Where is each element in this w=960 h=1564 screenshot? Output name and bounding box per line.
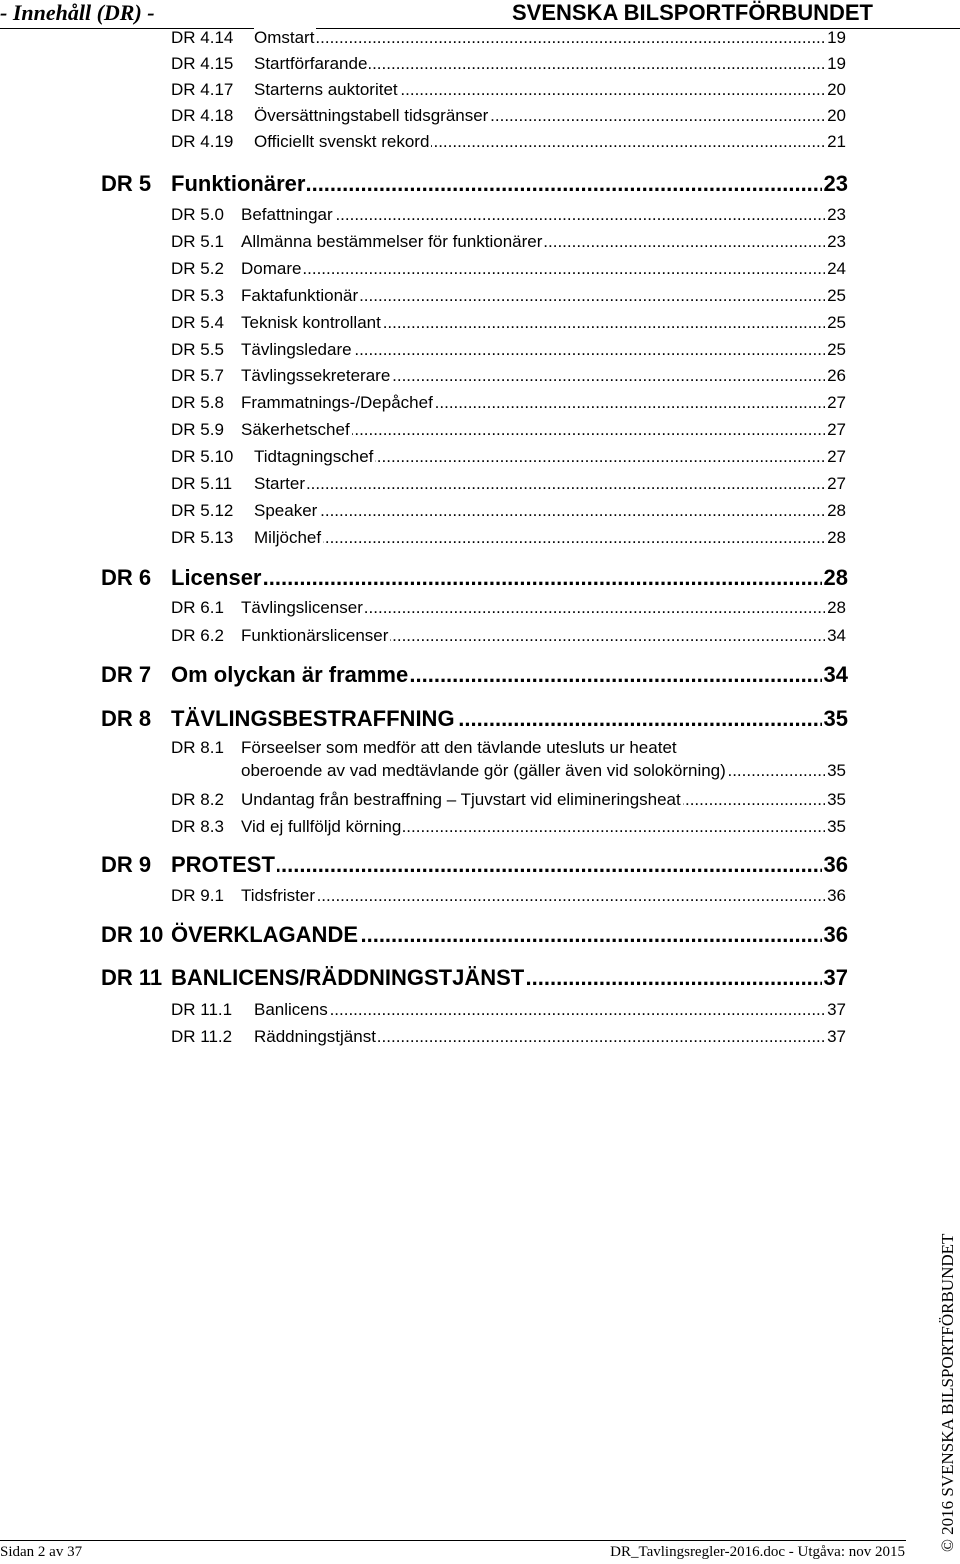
toc-entry-number: DR 7 [101,662,152,687]
toc-chapter[interactable] [101,852,848,878]
footer-rule [0,1540,906,1541]
toc-entry-page: 23 [827,205,846,224]
header-section-title: - Innehåll (DR) - [0,0,155,25]
toc-entry-title: Banlicens [254,1000,328,1019]
toc-entry-number: DR 5.4 [171,313,224,332]
toc-entry-page: 21 [827,132,846,151]
toc-entry[interactable] [171,28,846,48]
toc-entry[interactable] [171,738,846,781]
toc-entry-number: DR 4.19 [171,132,234,151]
toc-entry-title: BANLICENS/RÄDDNINGSTJÄNST [171,965,525,990]
toc-entry-title: PROTEST [171,852,275,877]
toc-entry-page: 27 [827,447,846,466]
toc-entry-number: DR 10 [101,922,164,947]
toc-entry-page: 36 [823,922,848,947]
toc-entry-number: DR 8 [101,706,152,731]
toc-entry-title: Säkerhetschef [241,420,350,439]
toc-entry-page: 37 [827,1000,846,1019]
toc-entry-page: 23 [823,171,848,196]
toc-entry-number: DR 9.1 [171,886,224,905]
toc-entry-title: Tävlingssekreterare [241,366,391,385]
toc-entry-number: DR 11.2 [171,1027,233,1046]
toc-entry-page: 20 [827,80,846,99]
toc-entry-page: 25 [827,340,846,359]
toc-entry[interactable] [171,54,846,74]
toc-entry-page: 19 [827,28,846,47]
toc-entry-page: 26 [827,366,846,385]
toc-entry-page: 28 [823,565,848,590]
toc-entry-title: Starterns auktoritet [254,80,398,99]
toc-entry[interactable] [171,790,846,810]
toc-entry[interactable] [171,886,846,906]
toc-entry[interactable] [171,1000,846,1020]
toc-entry-title: Frammatnings-/Depåchef [241,393,433,412]
footer-document-info: DR_Tavlingsregler-2016.doc - Utgåva: nov 2015 [610,1544,905,1560]
toc-entry-title: Startförfarande [254,54,368,73]
toc-entry-number: DR 5.9 [171,420,224,439]
toc-entry-title: Starter [254,474,306,493]
toc-entry-number: DR 8.1 [171,738,224,757]
toc-entry-number: DR 6.2 [171,626,224,645]
toc-chapter[interactable] [101,171,848,197]
toc-entry-number: DR 8.3 [171,817,224,836]
toc-entry-title: Förseelser som medför att den tävlande utesluts ur heatet [241,738,677,757]
toc-entry-page: 28 [827,501,846,520]
toc-entry[interactable] [171,232,846,252]
toc-entry-number: DR 5.1 [171,232,224,251]
toc-entry-page: 25 [827,286,846,305]
toc-entry[interactable] [171,817,846,837]
toc-entry-page: 27 [827,393,846,412]
toc-entry-number: DR 5.10 [171,447,234,466]
toc-entry-title: Befattningar [241,205,333,224]
toc-entry-number: DR 6.1 [171,598,224,617]
toc-entry-number: DR 5.3 [171,286,224,305]
toc-entry-title: Om olyckan är framme [171,662,409,687]
toc-entry[interactable] [171,420,846,440]
toc-entry-number: DR 5.11 [171,474,233,493]
toc-entry-page: 37 [827,1027,846,1046]
toc-entry[interactable] [171,313,846,333]
toc-entry-page: 34 [823,662,848,687]
toc-entry-number: DR 4.17 [171,80,234,99]
toc-entry-title: Vid ej fullföljd körning [241,817,402,836]
toc-entry[interactable] [171,1027,846,1047]
toc-entry-title: Faktafunktionär [241,286,359,305]
toc-entry-page: 19 [827,54,846,73]
toc-entry-page: 20 [827,106,846,125]
toc-entry-title: Officiellt svenskt rekord [254,132,430,151]
toc-entry-page: 24 [827,259,846,278]
toc-entry-number: DR 4.18 [171,106,234,125]
toc-entry-title: Funktionärer [171,171,306,196]
toc-entry[interactable] [171,106,846,126]
toc-entry-title: Tidsfrister [241,886,315,905]
toc-chapter[interactable] [101,965,848,991]
toc-entry-number: DR 11 [101,965,163,990]
toc-entry[interactable] [171,259,846,279]
toc-entry-title: Tävlingsledare [241,340,352,359]
toc-chapter[interactable] [101,565,848,591]
toc-entry[interactable] [171,205,846,225]
toc-entry-number: DR 5.7 [171,366,224,385]
toc-entry-number: DR 5.2 [171,259,224,278]
toc-entry-title: Tidtagningschef [254,447,374,466]
toc-entry-title-continued: oberoende av vad medtävlande gör (gäller även vid solokörning) [241,761,726,780]
toc-entry[interactable] [171,447,846,467]
toc-entry-title: Räddningstjänst [254,1027,376,1046]
toc-entry-page: 35 [823,706,848,731]
toc-entry[interactable] [171,393,846,413]
toc-entry-number: DR 5.0 [171,205,224,224]
toc-entry-number: DR 5.5 [171,340,224,359]
copyright-sidebar [934,1222,958,1552]
toc-entry-page: 36 [823,852,848,877]
toc-entry-page: 27 [827,420,846,439]
toc-entry-number: DR 8.2 [171,790,224,809]
toc-entry-number: DR 4.14 [171,28,234,47]
toc-entry-title: Domare [241,259,302,278]
copyright-text: © 2016 SVENSKA BILSPORTFÖRBUNDET [938,1233,957,1552]
toc-entry[interactable] [171,626,846,646]
toc-entry-title: Undantag från bestraffning – Tjuvstart vid elimineringsheat [241,790,681,809]
toc-entry[interactable] [171,132,846,152]
toc-entry-page: 28 [827,598,846,617]
toc-entry-title: Tävlingslicenser [241,598,363,617]
toc-entry-title: Omstart [254,28,315,47]
toc-entry-title: Speaker [254,501,318,520]
toc-entry-page: 36 [827,886,846,905]
toc-entry-number: DR 5.8 [171,393,224,412]
toc-entry-page: 34 [827,626,846,645]
toc-entry[interactable] [171,80,846,100]
toc-entry-title: Funktionärslicenser [241,626,389,645]
toc-entry-number: DR 11.1 [171,1000,233,1019]
toc-entry[interactable] [171,474,846,494]
footer-page-number: Sidan 2 av 37 [0,1544,83,1560]
toc-entry-page: 35 [827,761,846,780]
header-organization: SVENSKA BILSPORTFÖRBUNDET [512,0,873,25]
toc-entry-page: 23 [827,232,846,251]
toc-entry[interactable] [171,340,846,360]
toc-entry[interactable] [171,598,846,618]
toc-entry-title: Miljöchef [254,528,322,547]
toc-entry[interactable] [171,366,846,386]
toc-entry-number: DR 5 [101,171,152,196]
toc-entry-page: 35 [827,790,846,809]
toc-entry-number: DR 4.15 [171,54,234,73]
toc-entry[interactable] [171,501,846,521]
toc-chapter[interactable] [101,706,848,732]
toc-entry-page: 25 [827,313,846,332]
toc-entry-page: 35 [827,817,846,836]
toc-entry[interactable] [171,286,846,306]
toc-entry-number: DR 5.13 [171,528,234,547]
toc-entry-page: 37 [823,965,848,990]
toc-entry-page: 27 [827,474,846,493]
toc-entry-title: Licenser [171,565,262,590]
toc-entry-title: Teknisk kontrollant [241,313,381,332]
toc-entry-page: 28 [827,528,846,547]
toc-chapter[interactable] [101,662,848,688]
toc-entry-title: ÖVERKLAGANDE [171,922,359,947]
toc-entry-title: Översättningstabell tidsgränser [254,106,489,125]
toc-entry-number: DR 9 [101,852,152,877]
toc-entry[interactable] [171,528,846,548]
toc-entry-number: DR 5.12 [171,501,234,520]
toc-entry-title: TÄVLINGSBESTRAFFNING [171,706,455,731]
toc-entry-title: Allmänna bestämmelser för funktionärer [241,232,543,251]
toc-chapter[interactable] [101,922,848,948]
toc-entry-number: DR 6 [101,565,152,590]
